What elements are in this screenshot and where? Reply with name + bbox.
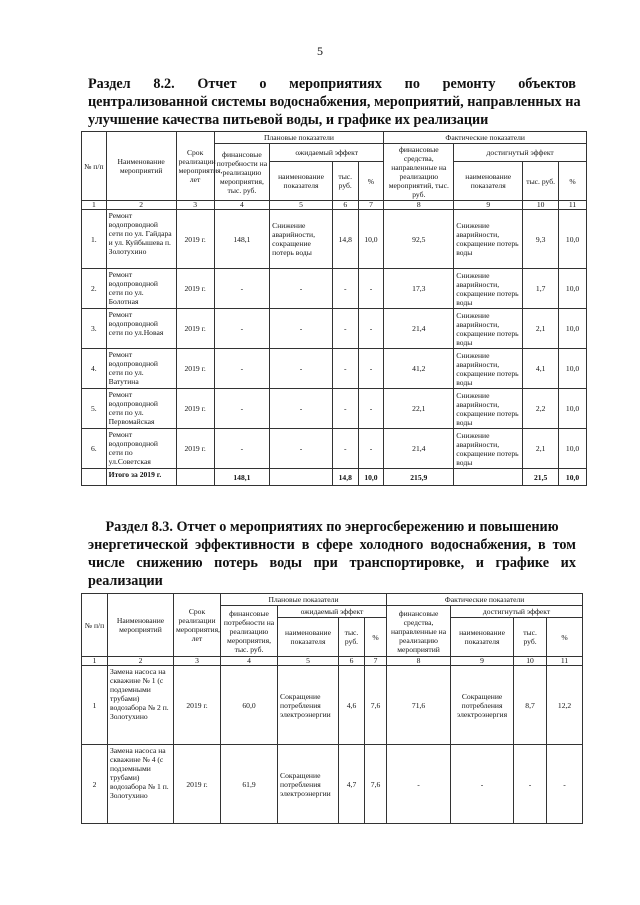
section-8-2-title-line-1: Раздел 8.2. Отчет о мероприятиях по ремонту объектов — [88, 76, 576, 92]
table-row: 2 Замена насоса на скважине № 4 (с подземными трубами) водозабора № 1 п. Золотухино 2019 г. 61,9 Сокращение потребления электроэнергии 4,7 7,6 - - - - — [82, 745, 583, 824]
table-row: 2. Ремонт водопроводной сети по ул. Болотная 2019 г. - - - - 17,3 Снижение аварийности, сокращение потерь воды 1,7 10,0 — [82, 269, 587, 309]
header-plan-effect-rub: тыс. руб. — [332, 162, 358, 201]
table-8-3 — [81, 593, 583, 824]
section-8-3-title-line-1: Раздел 8.3. Отчет о мероприятиях по энергосбережению и повышению — [105, 519, 559, 535]
table-row: 1 Замена насоса на скважине № 1 (с подземными трубами) водозабора № 2 п. Золотухино 2019 г. 60,0 Сокращение потребления электроэнергии 4,6 7,6 71,6 Сокращение потребления электроэнергия 8,7 12,2 — [82, 666, 583, 745]
header-plan-effect: ожидаемый эффект — [278, 606, 387, 618]
header-fact-effect-pct: % — [547, 618, 583, 657]
header-num: № п/п — [82, 594, 108, 657]
table-row: 4. Ремонт водопроводной сети по ул. Ватутина 2019 г. - - - - 41,2 Снижение аварийности, сокращение потерь воды 4,1 10,0 — [82, 349, 587, 389]
header-term: Срок реализации мероприятия, лет — [176, 132, 214, 201]
header-fact: Фактические показатели — [384, 132, 587, 144]
section-8-3-title-line-2: энергетической эффективности в сфере холодного водоснабжения, в том — [88, 537, 576, 553]
total-row: Итого за 2019 г. 148,1 14,8 10,0 215,9 21,5 10,0 — [82, 469, 587, 486]
column-numbers-row: 1 2 3 4 5 6 7 8 9 10 11 — [82, 201, 587, 210]
header-plan-effect-name: наименование показателя — [278, 618, 339, 657]
header-fact-effect-rub: тыс. руб. — [514, 618, 547, 657]
section-8-2-title-line-2: централизованной системы водоснабжения, мероприятий, направленных на — [88, 94, 581, 110]
header-plan-effect-pct: % — [365, 618, 387, 657]
header-fact-effect: достигнутый эффект — [454, 144, 587, 162]
header-term: Срок реализации мероприятия, лет — [174, 594, 221, 657]
section-8-3-title-line-4: реализации — [88, 573, 163, 589]
header-plan-effect-pct: % — [358, 162, 384, 201]
header-fact-effect-rub: тыс. руб. — [523, 162, 559, 201]
header-name: Наименование мероприятий — [106, 132, 176, 201]
header-fact-effect-name: наименование показателя — [454, 162, 523, 201]
header-fact-effect-pct: % — [559, 162, 587, 201]
section-8-3-title — [88, 518, 576, 590]
section-8-2-title-line-3: улучшение качества питьевой воды, и графике их реализации — [88, 112, 489, 128]
section-8-2-title — [88, 75, 581, 129]
header-num: № п/п — [82, 132, 107, 201]
page-number: 5 — [317, 44, 323, 58]
header-plan-effect-rub: тыс. руб. — [339, 618, 365, 657]
header-fact-effect: достигнутый эффект — [451, 606, 583, 618]
header-fact-fin: финансовые средства, направленные на реализацию мероприятий — [387, 606, 451, 657]
header-plan-effect: ожидаемый эффект — [270, 144, 384, 162]
header-fact-fin: финансовые средства, направленные на реализацию мероприятий, тыс. руб. — [384, 144, 454, 201]
table-row: 3. Ремонт водопроводной сети по ул.Новая 2019 г. - - - - 21,4 Снижение аварийности, сокращение потерь воды 2,1 10,0 — [82, 309, 587, 349]
table-row: 5. Ремонт водопроводной сети по ул. Первомайская 2019 г. - - - - 22,1 Снижение аварийности, сокращение потерь воды 2,2 10,0 — [82, 389, 587, 429]
header-plan: Плановые показатели — [214, 132, 384, 144]
column-numbers-row: 1 2 3 4 5 6 7 8 9 10 11 — [82, 657, 583, 666]
header-fact-effect-name: наименование показателя — [451, 618, 514, 657]
header-plan-fin: финансовые потребности на реализацию мероприятия, тыс. руб. — [221, 606, 278, 657]
section-8-3-title-line-3: числе снижению потерь воды при транспортировке, и графике их — [88, 555, 576, 571]
header-fact: Фактические показатели — [387, 594, 583, 606]
table-row: 1. Ремонт водопроводной сети по ул. Гайдара и ул. Куйбышева п. Золотухино 2019 г. 148,1 Снижение аварийности, сокращение потерь воды 14,8 10,0 92,5 Снижение аварийности, сокращение потерь воды 9,3 10,0 — [82, 210, 587, 269]
table-row: 6. Ремонт водопроводной сети по ул.Советская 2019 г. - - - - 21,4 Снижение аварийности, сокращение потерь воды 2,1 10,0 — [82, 429, 587, 469]
header-plan: Плановые показатели — [221, 594, 387, 606]
header-name: Наименование мероприятий — [108, 594, 174, 657]
header-plan-effect-name: наименование показателя — [270, 162, 333, 201]
table-8-2 — [81, 131, 587, 486]
header-plan-fin: финансовые потребности на реализацию мероприятия, тыс. руб. — [214, 144, 270, 201]
